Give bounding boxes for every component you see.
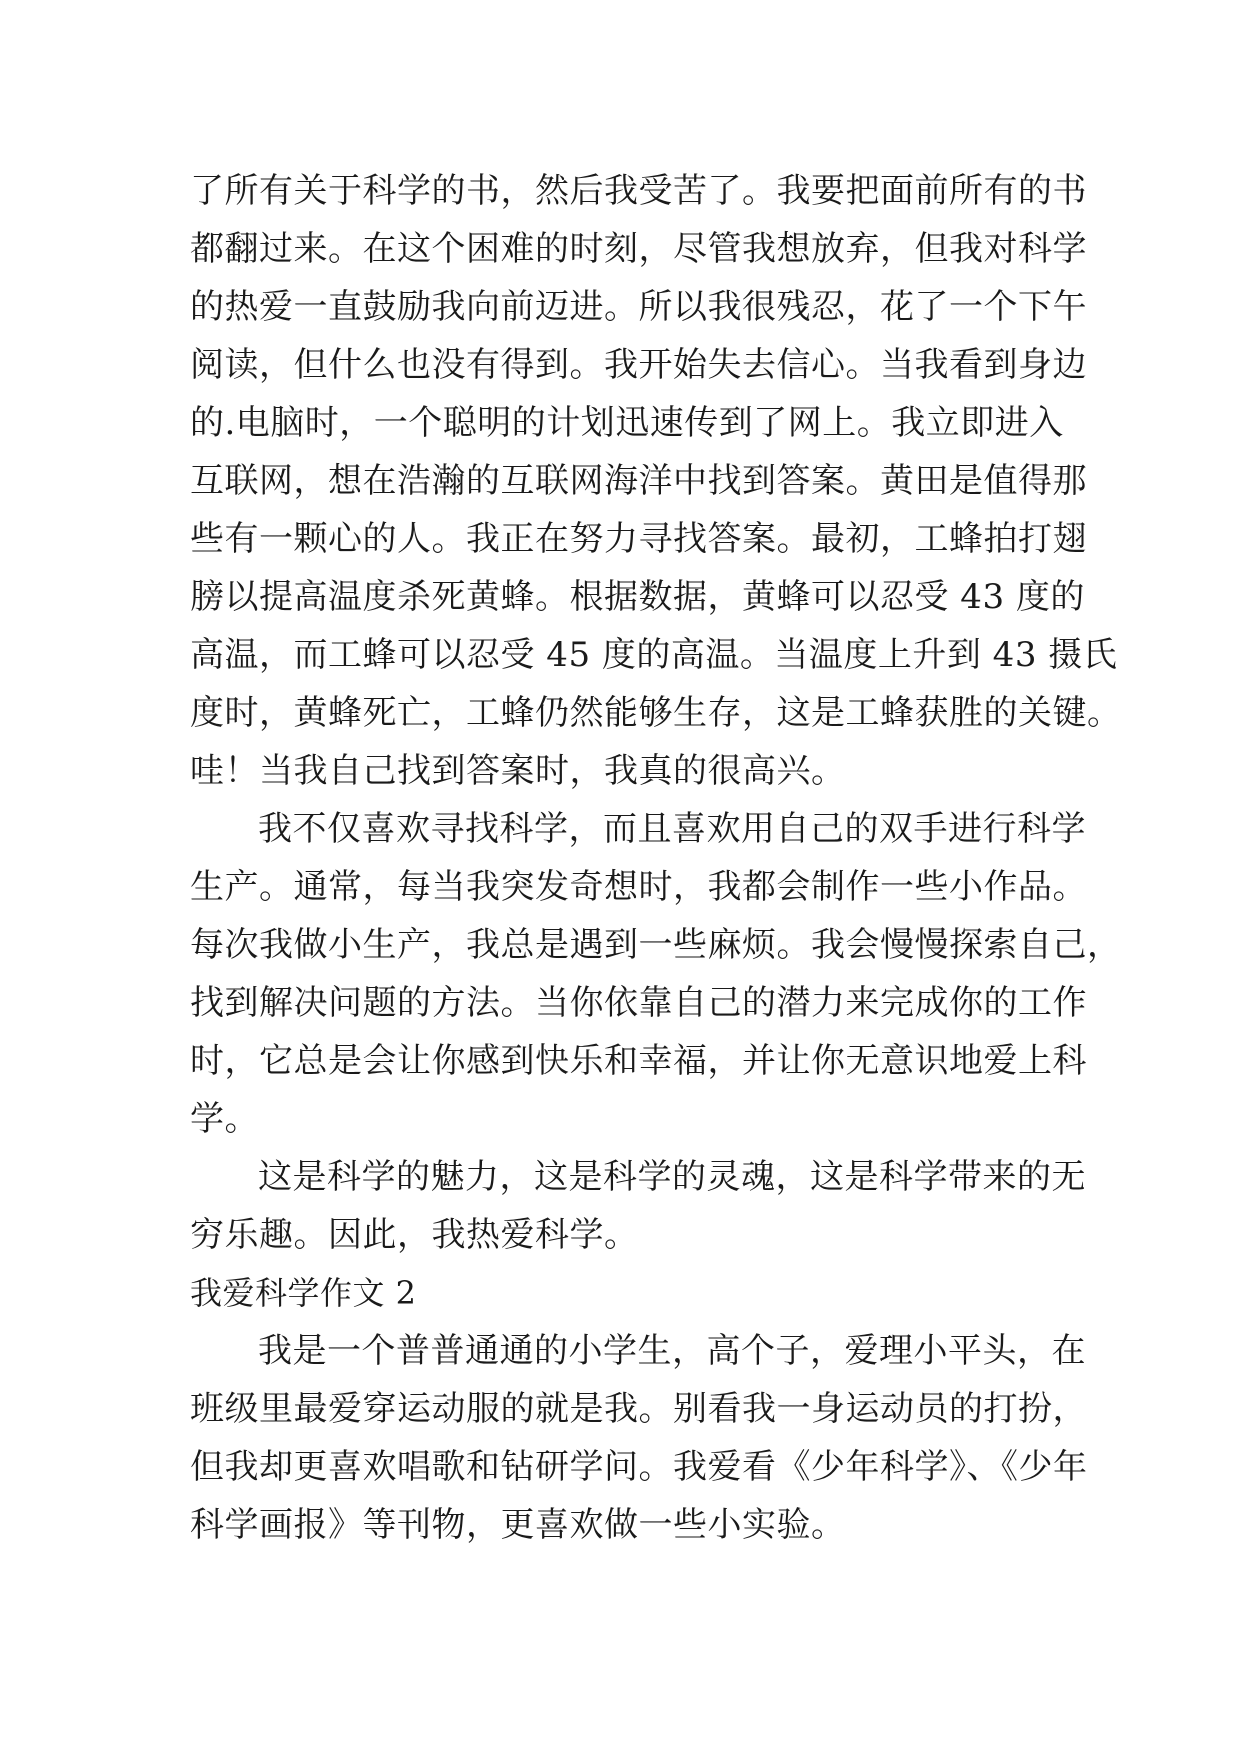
text-line: 阅读，但什么也没有得到。我开始失去信心。当我看到身边: [190, 345, 1087, 385]
text-line: 学。: [190, 1099, 259, 1139]
text-line: 哇！当我自己找到答案时，我真的很高兴。: [190, 751, 846, 791]
text-line: 但我却更喜欢唱歌和钻研学问。我爱看《少年科学》、《少年: [190, 1447, 1088, 1487]
text-line: 找到解决问题的方法。当你依靠自己的潜力来完成你的工作: [190, 983, 1087, 1023]
paragraph-start-line: 我是一个普普通通的小学生，高个子，爱理小平头，在: [258, 1331, 1086, 1371]
text-line: 的.电脑时，一个聪明的计划迅速传到了网上。我立即进入: [190, 403, 1064, 443]
text-line: 班级里最爱穿运动服的就是我。别看我一身运动员的打扮，: [190, 1389, 1087, 1429]
text-line: 度时，黄蜂死亡，工蜂仍然能够生存，这是工蜂获胜的关键。: [190, 693, 1122, 733]
body-text: [190, 162, 1122, 1554]
section-heading: 我爱科学作文 2: [190, 1274, 417, 1312]
text-line: 些有一颗心的人。我正在努力寻找答案。最初，工蜂拍打翅: [190, 519, 1087, 559]
paragraph-start-line: 我不仅喜欢寻找科学，而且喜欢用自己的双手进行科学: [258, 809, 1086, 849]
text-line: 生产。通常，每当我突发奇想时，我都会制作一些小作品。: [190, 867, 1087, 907]
text-line: 了所有关于科学的书，然后我受苦了。我要把面前所有的书: [190, 171, 1087, 211]
paragraph-start-line: 这是科学的魅力，这是科学的灵魂，这是科学带来的无: [258, 1157, 1086, 1197]
text-line: 互联网，想在浩瀚的互联网海洋中找到答案。黄田是值得那: [190, 461, 1087, 501]
text-line: 科学画报》等刊物，更喜欢做一些小实验。: [190, 1505, 846, 1545]
text-line: 穷乐趣。因此，我热爱科学。: [190, 1215, 639, 1255]
text-line: 每次我做小生产，我总是遇到一些麻烦。我会慢慢探索自己，: [190, 925, 1122, 965]
text-line: 都翻过来。在这个困难的时刻，尽管我想放弃，但我对科学: [190, 229, 1087, 269]
text-line: 膀以提高温度杀死黄蜂。根据数据，黄蜂可以忍受 43 度的: [190, 577, 1085, 617]
text-line: 的热爱一直鼓励我向前迈进。所以我很残忍，花了一个下午: [190, 287, 1087, 327]
text-line: 高温，而工蜂可以忍受 45 度的高温。当温度上升到 43 摄氏: [190, 635, 1118, 675]
text-line: 时，它总是会让你感到快乐和幸福，并让你无意识地爱上科: [190, 1041, 1087, 1081]
